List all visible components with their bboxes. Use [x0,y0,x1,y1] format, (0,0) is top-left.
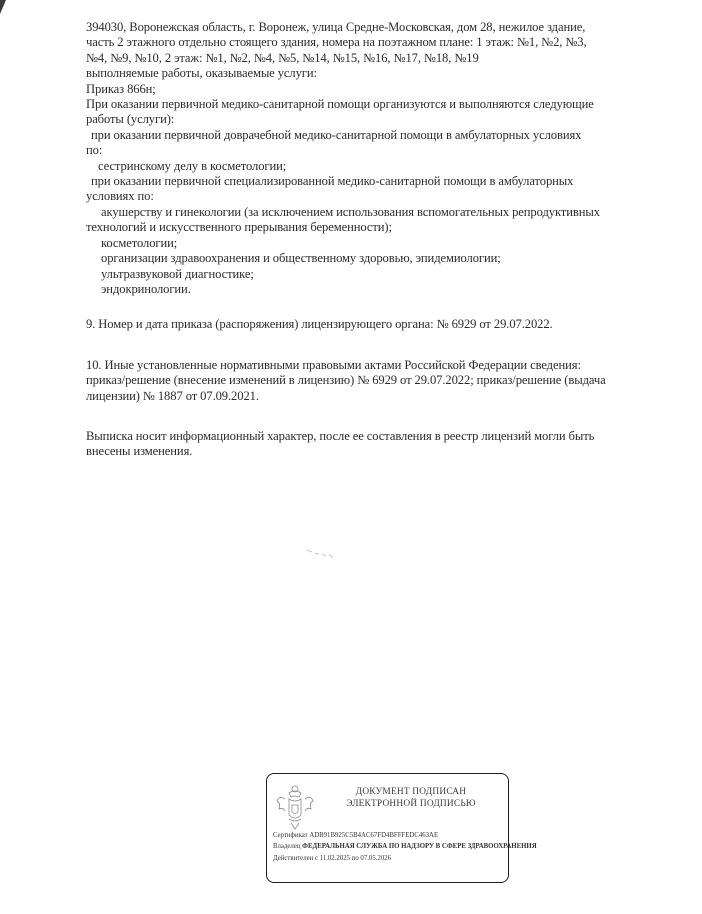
stamp-certificate [273,830,533,841]
item-10-line-2: приказ/решение (внесение изменений в лицензию) № 6929 от 29.07.2022; приказ/решение (выдача [86,373,606,388]
e-signature-stamp [266,773,537,883]
owner-label: Владелец [273,843,301,851]
disclaimer-line-1: Выписка носит информационный характер, после ее составления в реестр лицензий могли быть [86,428,595,443]
primary-care-intro-2: работы (услуги): [86,112,175,127]
cert-value: ADB91B925C5B4AC67FD4BFFFEDC463AE [309,832,439,839]
document-body [86,20,676,460]
service-endocrinology: эндокринологии. [101,281,191,296]
primary-care-intro-1: При оказании первичной медико-санитарной помощи организуются и выполняются следующие [86,97,594,112]
specialized-care-1: при оказании первичной специализированной медико-санитарной помощи в амбулаторных [91,174,574,189]
stamp-validity: Действителен с 11.02.2025 по 07.05.2026 [273,854,392,862]
service-nursing-cosmetology: сестринскому делу в косметологии; [98,158,287,173]
stamp-title-line-1: ДОКУМЕНТ ПОДПИСАН [355,787,467,797]
address-line-2: часть 2 этажного отдельно стоящего здания, номера на поэтажном плане: 1 этаж: №1, №2, №3, [86,35,587,50]
service-obstetrics-2: технологий и искусственного прерывания беременности); [86,220,392,235]
scan-corner-mark [0,0,6,14]
owner-value: ФЕДЕРАЛЬНАЯ СЛУЖБА ПО НАДЗОРУ В СФЕРЕ ЗДРАВООХРАНЕНИЯ [302,843,537,851]
stamp-owner [273,841,537,852]
item-9-order-number: 9. Номер и дата приказа (распоряжения) лицензирующего органа: № 6929 от 29.07.2022. [86,317,553,332]
stamp-title-line-2: ЭЛЕКТРОННОЙ ПОДПИСЬЮ [346,799,476,809]
prehospital-care-1: при оказании первичной доврачебной медико-санитарной помощи в амбулаторных условиях [91,127,582,142]
service-cosmetology: косметологии; [101,235,178,250]
item-10-line-1: 10. Иные установленные нормативными правовыми актами Российской Федерации сведения: [86,357,581,372]
cert-label: Сертификат [273,832,308,839]
service-health-organization: организации здравоохранения и общественному здоровью, эпидемиологии; [101,251,501,266]
scan-smudge [306,548,334,558]
stamp-title [321,786,501,810]
specialized-care-2: условиях по: [86,189,154,204]
address-line-1: 394030, Воронежская область, г. Воронеж, улица Средне-Московская, дом 28, нежилое здание, [86,20,586,34]
disclaimer-line-2: внесены изменения. [86,444,193,459]
order-ref: Приказ 866н; [86,81,156,96]
address-line-3: №4, №9, №10, 2 этаж: №1, №2, №4, №5, №14, №15, №16, №17, №18, №19 [86,50,479,65]
service-ultrasound: ультразвуковой диагностике; [101,266,254,281]
prehospital-care-2: по: [86,143,103,158]
works-heading: выполняемые работы, оказываемые услуги: [86,66,317,81]
item-10-line-3: лицензии) № 1887 от 07.09.2021. [86,388,259,403]
stamp-details [273,830,537,864]
coat-of-arms-icon [275,783,315,831]
service-obstetrics-1: акушерству и гинекологии (за исключением использования вспомогательных репродуктивных [101,204,600,219]
